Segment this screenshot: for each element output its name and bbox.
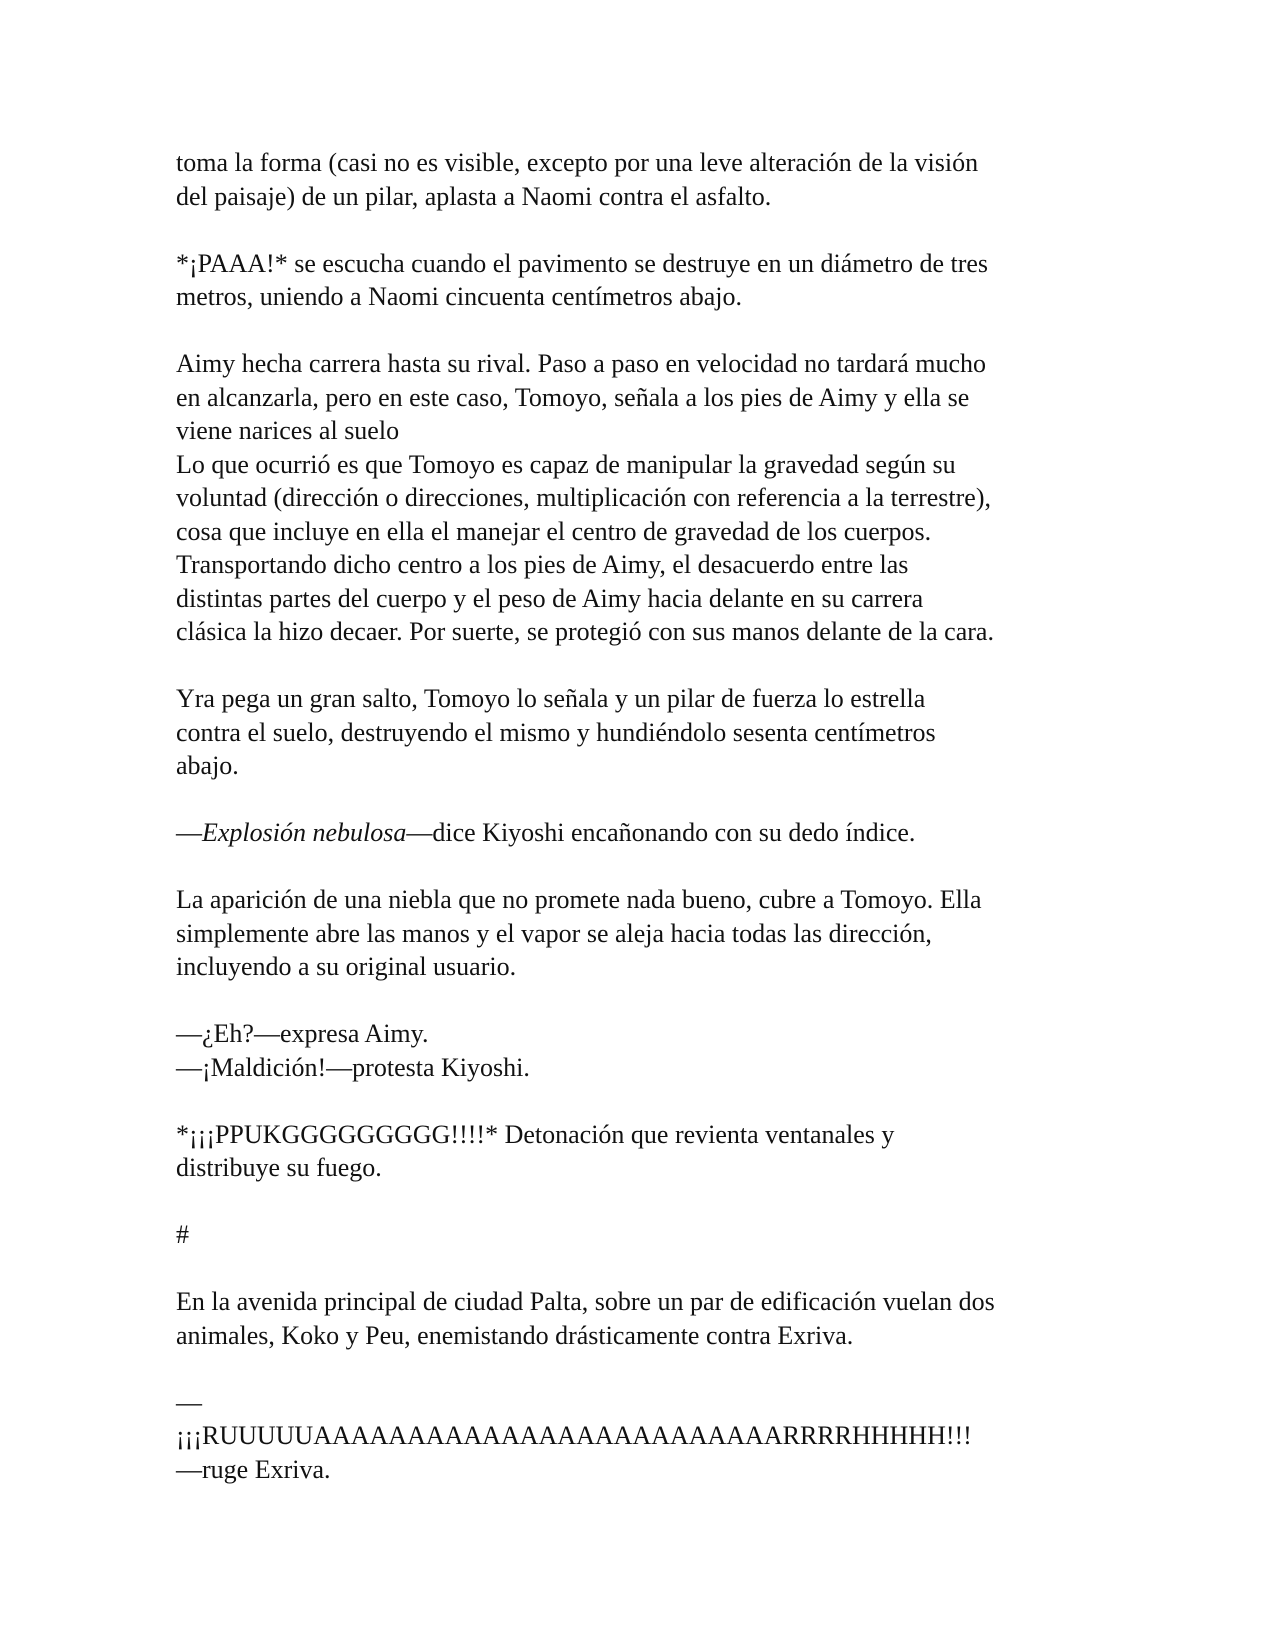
text-line: La aparición de una niebla que no promete nada bueno, cubre a Tomoyo. Ella xyxy=(176,885,982,914)
separator-mark: # xyxy=(176,1220,189,1249)
paragraph-2 xyxy=(176,247,1106,314)
text-line: Yra pega un gran salto, Tomoyo lo señala y un pilar de fuerza lo estrella xyxy=(176,684,926,713)
text-line: cosa que incluye en ella el manejar el centro de gravedad de los cuerpos. xyxy=(176,516,932,546)
text-line: Aimy hecha carrera hasta su rival. Paso a paso en velocidad no tardará mucho xyxy=(176,349,987,378)
dialogue-line: —¿Eh?—expresa Aimy. xyxy=(176,1019,429,1048)
paragraph-10 xyxy=(176,1285,1106,1352)
text-line: *¡¡¡PPUKGGGGGGGGG!!!!* Detonación que revienta ventanales y xyxy=(176,1119,895,1149)
text-line: metros, uniendo a Naomi cincuenta centímetros abajo. xyxy=(176,282,743,311)
paragraph-3 xyxy=(176,347,1106,649)
paragraph-5-dialogue xyxy=(176,816,1106,850)
italic-spell-name: Explosión nebulosa xyxy=(202,818,407,847)
text-line: contra el suelo, destruyendo el mismo y hundiéndolo sesenta centímetros xyxy=(176,717,936,747)
paragraph-8 xyxy=(176,1118,1106,1185)
text-line: distintas partes del cuerpo y el peso de Aimy hacia delante en su carrera xyxy=(176,583,924,613)
paragraph-6 xyxy=(176,883,1106,984)
paragraph-4 xyxy=(176,682,1106,783)
text-line: distribuye su fuego. xyxy=(176,1153,382,1182)
text-line: En la avenida principal de ciudad Palta, sobre un par de edificación vuelan dos xyxy=(176,1287,995,1316)
dialogue-line: —¡Maldición!—protesta Kiyoshi. xyxy=(176,1052,530,1082)
dialogue-line: ¡¡¡RUUUUUAAAAAAAAAAAAAAAAAAAAAAAAARRRRHHHHH!!! xyxy=(176,1421,972,1450)
text-line: abajo. xyxy=(176,751,239,780)
document-page xyxy=(176,146,1106,1520)
text-line: viene narices al suelo xyxy=(176,416,400,445)
paragraph-7-dialogue xyxy=(176,1017,1106,1084)
dialogue-rest: —dice Kiyoshi encañonando con su dedo índice. xyxy=(406,818,916,847)
scene-separator xyxy=(176,1218,1106,1252)
dialogue-line xyxy=(176,816,1106,850)
dialogue-line: —ruge Exriva. xyxy=(176,1454,331,1484)
text-line: Lo que ocurrió es que Tomoyo es capaz de manipular la gravedad según su xyxy=(176,449,956,479)
text-line: Transportando dicho centro a los pies de Aimy, el desacuerdo entre las xyxy=(176,550,909,579)
text-line: voluntad (dirección o direcciones, multiplicación con referencia a la terrestre), xyxy=(176,483,992,512)
text-line: simplemente abre las manos y el vapor se aleja hacia todas las dirección, xyxy=(176,918,932,948)
text-line: animales, Koko y Peu, enemistando drásticamente contra Exriva. xyxy=(176,1320,854,1350)
paragraph-11-dialogue xyxy=(176,1386,1106,1487)
text-line: clásica la hizo decaer. Por suerte, se protegió con sus manos delante de la cara. xyxy=(176,617,994,646)
text-line: del paisaje) de un pilar, aplasta a Naomi contra el asfalto. xyxy=(176,181,772,211)
paragraph-1 xyxy=(176,146,1106,213)
dialogue-line: — xyxy=(176,1387,202,1417)
text-line: en alcanzarla, pero en este caso, Tomoyo, señala a los pies de Aimy y ella se xyxy=(176,382,970,412)
dialogue-dash: — xyxy=(176,818,202,847)
text-line: toma la forma (casi no es visible, excepto por una leve alteración de la visión xyxy=(176,148,979,177)
text-line: *¡PAAA!* se escucha cuando el pavimento se destruye en un diámetro de tres xyxy=(176,248,989,278)
text-line: incluyendo a su original usuario. xyxy=(176,952,517,981)
